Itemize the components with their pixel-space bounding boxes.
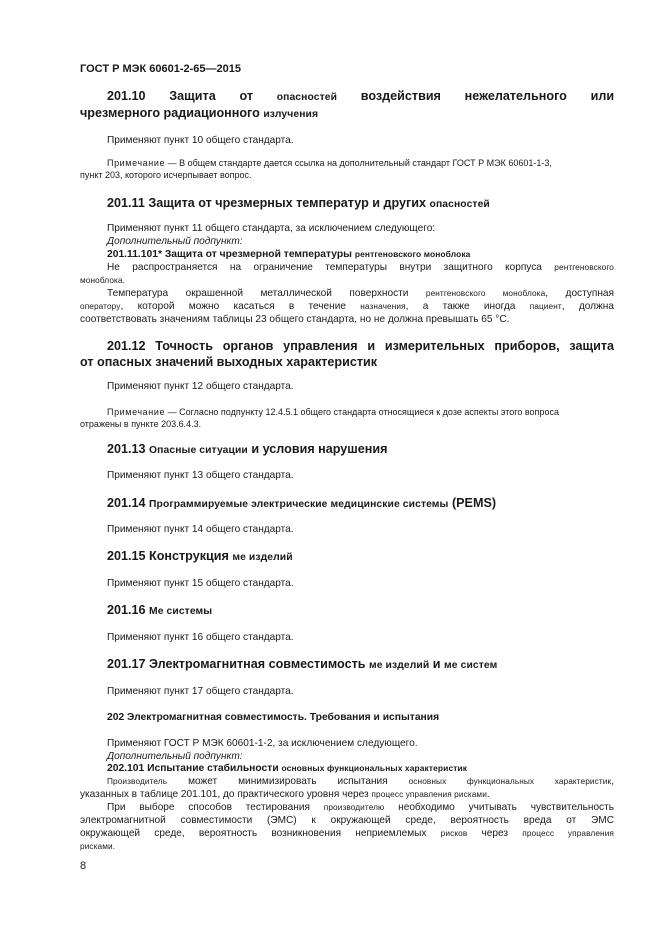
- paragraph-continuation: моноблока.: [80, 276, 126, 285]
- paragraph: Не распространяется на ограничение температуры внутри защитного корпуса рентгеновского: [107, 262, 614, 273]
- paragraph-continuation: соответствовать значениям таблицы 23 общего стандарта, но не должна превышать 65 °С.: [80, 314, 510, 325]
- paragraph: Применяют пункт 17 общего стандарта.: [107, 686, 294, 697]
- paragraph: Применяют ГОСТ Р МЭК 60601-1-2, за исключением следующего.: [107, 738, 418, 749]
- running-header: ГОСТ Р МЭК 60601-2-65—2015: [80, 63, 241, 75]
- heading-202: 202 Электромагнитная совместимость. Требования и испытания: [107, 712, 440, 723]
- paragraph: Применяют пункт 12 общего стандарта.: [107, 381, 294, 392]
- note: Примечание — Согласно подпункту 12.4.5.1 общего стандарта относящиеся к дозе аспекты этого вопроса: [107, 407, 559, 417]
- paragraph-continuation: рисками.: [80, 842, 116, 851]
- paragraph: Применяют пункт 11 общего стандарта, за исключением следующего:: [107, 223, 436, 234]
- paragraph: Применяют пункт 13 общего стандарта.: [107, 470, 294, 481]
- paragraph-continuation: оператору, которой можно касаться в течение назначения, а также иногда пациент, должна: [80, 301, 614, 312]
- paragraph: Производитель может минимизировать испытания основных функциональных характеристик,: [107, 776, 615, 787]
- paragraph: Температура окрашенной металлической поверхности рентгеновского моноблока, доступная: [107, 288, 615, 299]
- note: Примечание — В общем стандарте дается ссылка на дополнительный стандарт ГОСТ Р МЭК 60601-1-3,: [107, 158, 552, 168]
- heading-201-17: 201.17 Электромагнитная совместимость ме изделий и ме систем: [107, 657, 498, 671]
- paragraph: Применяют пункт 15 общего стандарта.: [107, 578, 294, 589]
- paragraph-continuation: окружающей среде, вероятность возникновения неприемлемых рисков через процесс управления: [80, 828, 614, 839]
- paragraph: Применяют пункт 10 общего стандарта.: [107, 135, 294, 146]
- subheading-202-101: 202.101 Испытание стабильности основных функциональных характеристик: [107, 763, 468, 774]
- paragraph: Применяют пункт 14 общего стандарта.: [107, 524, 294, 535]
- subheading-201-11-101: 201.11.101* Защита от чрезмерной температуры рентгеновского моноблока: [107, 249, 471, 260]
- note-continuation: пункт 203, которого исчерпывает вопрос.: [80, 170, 252, 180]
- additional-subclause-label: Дополнительный подпункт:: [107, 236, 243, 247]
- page-number: 8: [80, 860, 87, 872]
- paragraph: Применяют пункт 16 общего стандарта.: [107, 632, 294, 643]
- additional-subclause-label: Дополнительный подпункт:: [107, 751, 243, 762]
- heading-201-10-line2: чрезмерного радиационного излучения: [80, 106, 319, 120]
- heading-201-15: 201.15 Конструкция ме изделий: [107, 549, 293, 563]
- heading-201-13: 201.13 Опасные ситуации и условия нарушения: [107, 442, 388, 456]
- heading-201-10-line1: 201.10 Защита от опасностей воздействия нежелательного или: [107, 89, 615, 103]
- paragraph-continuation: электромагнитной совместимости (ЭМС) к окружающей среде, вероятность вреда от ЭМС: [80, 815, 614, 826]
- note-continuation: отражены в пункте 203.6.4.3.: [80, 419, 202, 429]
- paragraph: При выборе способов тестирования производителю необходимо учитывать чувствительность: [107, 802, 614, 813]
- heading-201-14: 201.14 Программируемые электрические медицинские системы (PEMS): [107, 496, 497, 510]
- paragraph-continuation: указанных в таблице 201.101, до практического уровня через процесс управления рисками.: [80, 789, 490, 800]
- heading-201-16: 201.16 Ме системы: [107, 603, 213, 617]
- heading-201-11: 201.11 Защита от чрезмерных температур и других опасностей: [107, 196, 490, 210]
- heading-201-12-line2: от опасных значений выходных характеристик: [80, 355, 378, 369]
- heading-201-12-line1: 201.12 Точность органов управления и измерительных приборов, защита: [107, 339, 614, 353]
